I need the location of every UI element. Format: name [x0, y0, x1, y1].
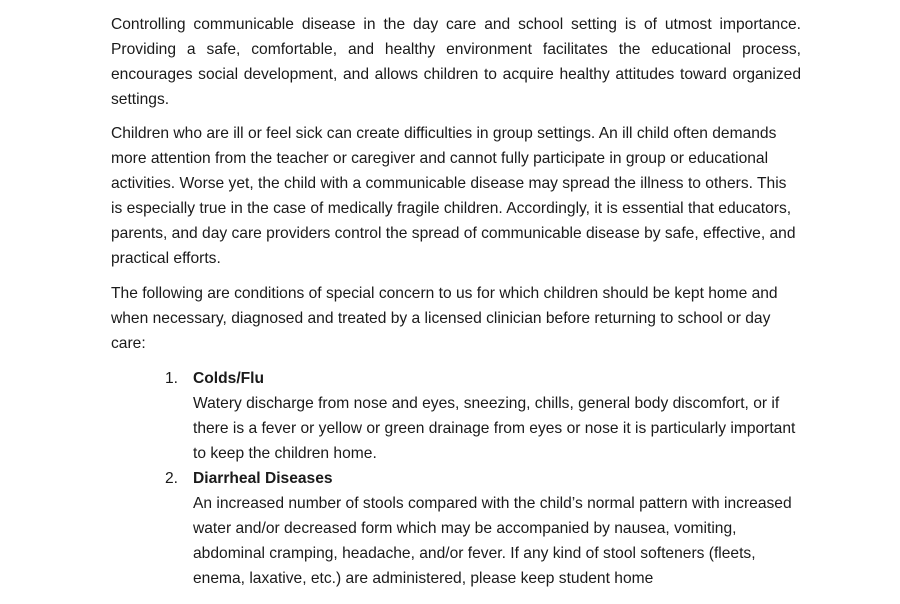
ill-children-paragraph: Children who are ill or feel sick can create difficulties in group settings. An ill child often demands more attention from the teacher or caregiver and cannot fully participate in group or educational activities. Worse yet, the child with a communicable disease may spread the illness to others. This is especially true in the case of medically fragile children. Accordingly, it is essential that educators, parents, and day care providers control the spread of communicable disease by safe, effective, and practical efforts.: [111, 125, 796, 267]
conditions-intro-paragraph: The following are conditions of special concern to us for which children should be kept home and when necessary, diagnosed and treated by a licensed clinician before returning to school or day care:: [111, 285, 778, 352]
list-item: [165, 466, 801, 591]
list-item-number: 1.: [165, 370, 179, 387]
intro-paragraph: Controlling communicable disease in the day care and school setting is of utmost importance. Providing a safe, comfortable, and healthy environment facilitates the educational process, encourages social development, and allows children to acquire healthy attitudes toward organized settings.: [111, 16, 801, 108]
document-body: [111, 12, 801, 591]
condition-title: Colds/Flu: [193, 370, 265, 387]
conditions-list: [111, 366, 801, 591]
condition-description: Watery discharge from nose and eyes, sneezing, chills, general body discomfort, or if there is a fever or yellow or green drainage from eyes or nose it is particularly important to keep the children home.: [193, 395, 796, 462]
condition-title: Diarrheal Diseases: [193, 470, 333, 487]
condition-description: An increased number of stools compared with the child’s normal pattern with increased water and/or decreased form which may be accompanied by nausea, vomiting, abdominal cramping, headache, and/or fever. If any kind of stool softeners (fleets, enema, laxative, etc.) are administered, please keep student home: [193, 495, 792, 587]
list-item: [165, 366, 801, 466]
list-item-number: 2.: [165, 470, 179, 487]
